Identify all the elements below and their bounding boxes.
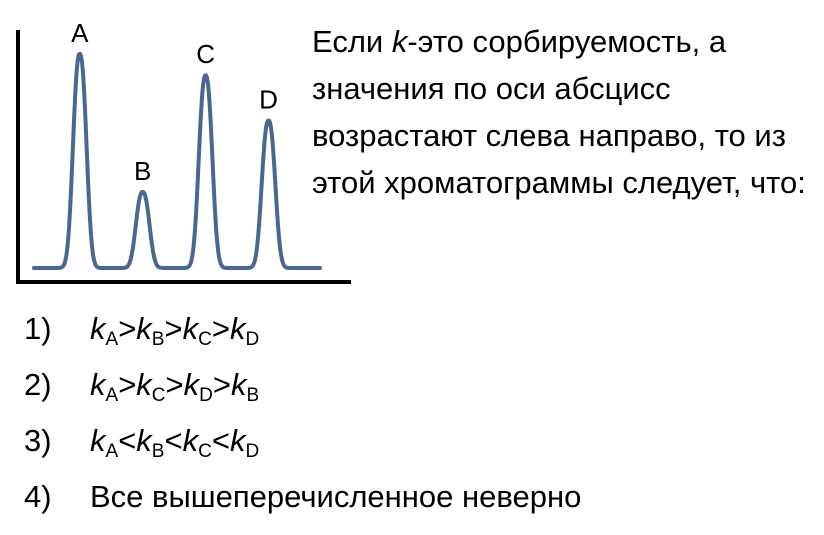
question-k-var: k (391, 24, 408, 59)
peak-label-C: C (196, 39, 215, 70)
peak-label-A: A (71, 17, 89, 48)
option-number: 4) (24, 479, 52, 514)
answer-option-3[interactable] (24, 418, 581, 474)
option-number: 1) (24, 311, 52, 346)
option-expression: $k_A>k_C>k_D>k_B$ (90, 367, 260, 406)
answer-option-2[interactable] (24, 362, 581, 418)
question-text (312, 18, 812, 206)
peak-label-D: D (259, 84, 278, 115)
answer-options (24, 306, 581, 519)
option-expression: $k_A<k_B<k_C<k_D$ (90, 423, 260, 462)
option-number: 3) (24, 423, 52, 458)
answer-option-4[interactable] (24, 474, 581, 519)
answer-option-1[interactable] (24, 306, 581, 362)
option-number: 2) (24, 367, 52, 402)
question-part2: -это сорбируемость, а значения по оси абсцисс возрастают слева направо, то из этой хроматограммы следует, что: (312, 24, 806, 200)
question-part1: Если (312, 24, 392, 59)
option-text: Все вышеперечисленное неверно (90, 479, 582, 514)
option-expression: $k_A>k_B>k_C>k_D$ (90, 311, 260, 350)
chromatogram-chart (0, 0, 360, 300)
peak-label-B: B (134, 155, 152, 186)
